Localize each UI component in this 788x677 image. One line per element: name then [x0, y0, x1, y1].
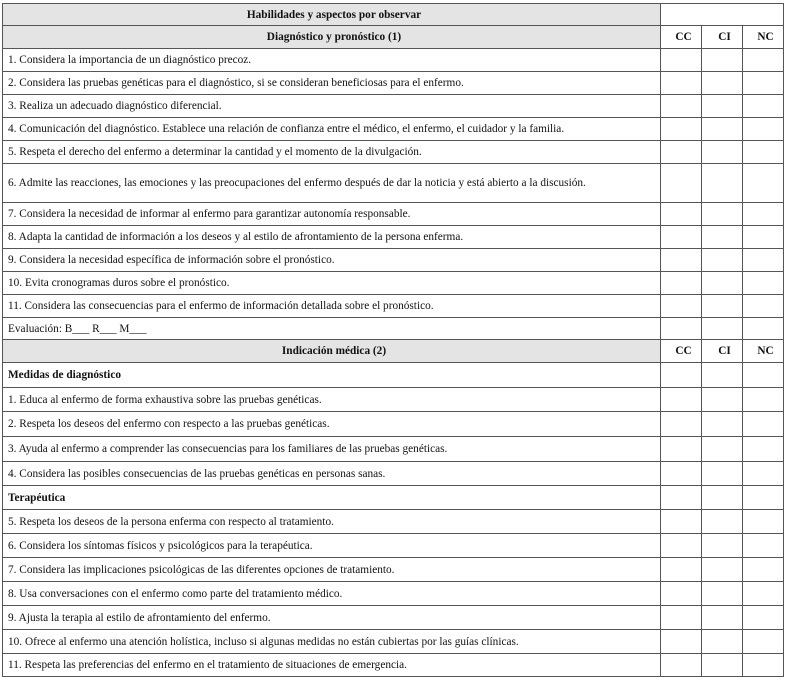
cc-checkbox-cell[interactable]: [661, 295, 702, 318]
blank-cell: [661, 486, 702, 510]
cc-checkbox-cell[interactable]: [661, 49, 702, 72]
table-row: [3, 118, 784, 141]
table-row: [3, 510, 784, 534]
ci-checkbox-cell[interactable]: [702, 558, 743, 582]
header-cc: CC: [661, 26, 702, 49]
nc-checkbox-cell[interactable]: [743, 95, 784, 118]
nc-checkbox-cell[interactable]: [743, 582, 784, 606]
blank-cell: [743, 363, 784, 388]
table-row: [3, 412, 784, 437]
header-nc: NC: [743, 340, 784, 363]
nc-checkbox-cell[interactable]: [743, 534, 784, 558]
header-ci: CI: [702, 340, 743, 363]
nc-checkbox-cell[interactable]: [743, 141, 784, 164]
item-text: 6. Admite las reacciones, las emociones y las preocupaciones del enfermo después de dar la noticia y está abierto a la discusión.: [3, 164, 661, 203]
item-text: 6. Considera los síntomas físicos y psicológicos para la terapéutica.: [3, 534, 661, 558]
table-row: [3, 388, 784, 412]
cc-checkbox-cell[interactable]: [661, 437, 702, 462]
nc-checkbox-cell: [743, 318, 784, 340]
nc-checkbox-cell[interactable]: [743, 558, 784, 582]
blank-cell: [743, 486, 784, 510]
nc-checkbox-cell[interactable]: [743, 249, 784, 272]
item-text: 5. Respeta el derecho del enfermo a determinar la cantidad y el momento de la divulgación.: [3, 141, 661, 164]
item-text: 10. Ofrece al enfermo una atención holística, incluso si algunas medidas no están cubiertas por las guías clínicas.: [3, 630, 661, 654]
nc-checkbox-cell[interactable]: [743, 654, 784, 677]
cc-checkbox-cell[interactable]: [661, 412, 702, 437]
nc-checkbox-cell[interactable]: [743, 510, 784, 534]
table-row: [3, 437, 784, 462]
cc-checkbox-cell[interactable]: [661, 462, 702, 486]
ci-checkbox-cell[interactable]: [702, 49, 743, 72]
item-text: 7. Considera la necesidad de informar al enfermo para garantizar autonomía responsable.: [3, 203, 661, 226]
table-row: [3, 49, 784, 72]
table-row: [3, 203, 784, 226]
table-row: [3, 95, 784, 118]
section2-title: Indicación médica (2): [3, 340, 661, 363]
ci-checkbox-cell[interactable]: [702, 510, 743, 534]
ci-checkbox-cell[interactable]: [702, 606, 743, 630]
item-text: 1. Educa al enfermo de forma exhaustiva sobre las pruebas genéticas.: [3, 388, 661, 412]
ci-checkbox-cell[interactable]: [702, 95, 743, 118]
header-nc: NC: [743, 26, 784, 49]
cc-checkbox-cell[interactable]: [661, 141, 702, 164]
nc-checkbox-cell[interactable]: [743, 630, 784, 654]
item-text: 4. Comunicación del diagnóstico. Establece una relación de confianza entre el médico, el enfermo, el cuidador y la familia.: [3, 118, 661, 141]
item-text: 3. Realiza un adecuado diagnóstico diferencial.: [3, 95, 661, 118]
nc-checkbox-cell[interactable]: [743, 388, 784, 412]
nc-checkbox-cell[interactable]: [743, 437, 784, 462]
title-blank-cell: [661, 4, 784, 26]
cc-checkbox-cell[interactable]: [661, 558, 702, 582]
evaluation-row: [3, 318, 784, 340]
table-row: [3, 582, 784, 606]
ci-checkbox-cell[interactable]: [702, 141, 743, 164]
cc-checkbox-cell[interactable]: [661, 164, 702, 203]
nc-checkbox-cell[interactable]: [743, 462, 784, 486]
item-text: 2. Respeta los deseos del enfermo con respecto a las pruebas genéticas.: [3, 412, 661, 437]
subsection-header-row: [3, 486, 784, 510]
item-text: 1. Considera la importancia de un diagnóstico precoz.: [3, 49, 661, 72]
subsection-header-row: [3, 363, 784, 388]
subsection-title-therapeutics: Terapéutica: [3, 486, 661, 510]
section1-title: Diagnóstico y pronóstico (1): [3, 26, 661, 49]
cc-checkbox-cell[interactable]: [661, 226, 702, 249]
cc-checkbox-cell[interactable]: [661, 249, 702, 272]
table-title-row: [3, 4, 784, 26]
ci-checkbox-cell[interactable]: [702, 272, 743, 295]
table-row: [3, 534, 784, 558]
item-text: 2. Considera las pruebas genéticas para el diagnóstico, si se consideran beneficiosas para el enfermo.: [3, 72, 661, 95]
section2-header-row: [3, 340, 784, 363]
item-text: 9. Ajusta la terapia al estilo de afrontamiento del enfermo.: [3, 606, 661, 630]
ci-checkbox-cell[interactable]: [702, 412, 743, 437]
ci-checkbox-cell[interactable]: [702, 534, 743, 558]
ci-checkbox-cell[interactable]: [702, 582, 743, 606]
table-row: [3, 249, 784, 272]
item-text: 7. Considera las implicaciones psicológicas de las diferentes opciones de tratamiento.: [3, 558, 661, 582]
ci-checkbox-cell[interactable]: [702, 654, 743, 677]
ci-checkbox-cell[interactable]: [702, 249, 743, 272]
nc-checkbox-cell[interactable]: [743, 72, 784, 95]
ci-checkbox-cell[interactable]: [702, 226, 743, 249]
table-row: [3, 654, 784, 677]
nc-checkbox-cell[interactable]: [743, 118, 784, 141]
cc-checkbox-cell[interactable]: [661, 203, 702, 226]
item-text: 4. Considera las posibles consecuencias de las pruebas genéticas en personas sanas.: [3, 462, 661, 486]
nc-checkbox-cell[interactable]: [743, 412, 784, 437]
table-row: [3, 630, 784, 654]
ci-checkbox-cell: [702, 318, 743, 340]
header-cc: CC: [661, 340, 702, 363]
cc-checkbox-cell[interactable]: [661, 388, 702, 412]
item-text: 5. Respeta los deseos de la persona enferma con respecto al tratamiento.: [3, 510, 661, 534]
ci-checkbox-cell[interactable]: [702, 164, 743, 203]
subsection-title-diagnostic: Medidas de diagnóstico: [3, 363, 661, 388]
blank-cell: [702, 486, 743, 510]
cc-checkbox-cell[interactable]: [661, 272, 702, 295]
table-row: [3, 558, 784, 582]
item-text: 8. Adapta la cantidad de información a los deseos y al estilo de afrontamiento de la persona enferma.: [3, 226, 661, 249]
item-text: 11. Considera las consecuencias para el enfermo de información detallada sobre el pronóstico.: [3, 295, 661, 318]
table-row: [3, 72, 784, 95]
table-row: [3, 226, 784, 249]
blank-cell: [661, 363, 702, 388]
table-title: Habilidades y aspectos por observar: [3, 4, 661, 26]
ci-checkbox-cell[interactable]: [702, 118, 743, 141]
nc-checkbox-cell[interactable]: [743, 226, 784, 249]
cc-checkbox-cell[interactable]: [661, 118, 702, 141]
cc-checkbox-cell[interactable]: [661, 510, 702, 534]
cc-checkbox-cell[interactable]: [661, 606, 702, 630]
ci-checkbox-cell[interactable]: [702, 462, 743, 486]
table-row: [3, 295, 784, 318]
item-text: 3. Ayuda al enfermo a comprender las consecuencias para los familiares de las pruebas genéticas.: [3, 437, 661, 462]
table-row: [3, 272, 784, 295]
nc-checkbox-cell[interactable]: [743, 49, 784, 72]
cc-checkbox-cell[interactable]: [661, 582, 702, 606]
table-row: [3, 462, 784, 486]
cc-checkbox-cell[interactable]: [661, 72, 702, 95]
nc-checkbox-cell[interactable]: [743, 272, 784, 295]
item-text: 11. Respeta las preferencias del enfermo en el tratamiento de situaciones de emergencia.: [3, 654, 661, 677]
table-row: [3, 606, 784, 630]
cc-checkbox-cell[interactable]: [661, 630, 702, 654]
nc-checkbox-cell[interactable]: [743, 203, 784, 226]
skills-checklist-table: [2, 3, 784, 677]
section1-header-row: [3, 26, 784, 49]
nc-checkbox-cell[interactable]: [743, 164, 784, 203]
ci-checkbox-cell[interactable]: [702, 388, 743, 412]
cc-checkbox-cell[interactable]: [661, 654, 702, 677]
nc-checkbox-cell[interactable]: [743, 606, 784, 630]
item-text: 8. Usa conversaciones con el enfermo como parte del tratamiento médico.: [3, 582, 661, 606]
item-text: 10. Evita cronogramas duros sobre el pronóstico.: [3, 272, 661, 295]
header-ci: CI: [702, 26, 743, 49]
cc-checkbox-cell[interactable]: [661, 534, 702, 558]
table-row: [3, 164, 784, 203]
ci-checkbox-cell[interactable]: [702, 72, 743, 95]
cc-checkbox-cell[interactable]: [661, 95, 702, 118]
ci-checkbox-cell[interactable]: [702, 630, 743, 654]
table-row: [3, 141, 784, 164]
ci-checkbox-cell[interactable]: [702, 437, 743, 462]
ci-checkbox-cell[interactable]: [702, 295, 743, 318]
checklist-sheet: [2, 3, 784, 677]
item-text: 9. Considera la necesidad específica de información sobre el pronóstico.: [3, 249, 661, 272]
nc-checkbox-cell[interactable]: [743, 295, 784, 318]
ci-checkbox-cell[interactable]: [702, 203, 743, 226]
evaluation-line[interactable]: Evaluación: B___ R___ M___: [3, 318, 661, 340]
blank-cell: [702, 363, 743, 388]
cc-checkbox-cell: [661, 318, 702, 340]
